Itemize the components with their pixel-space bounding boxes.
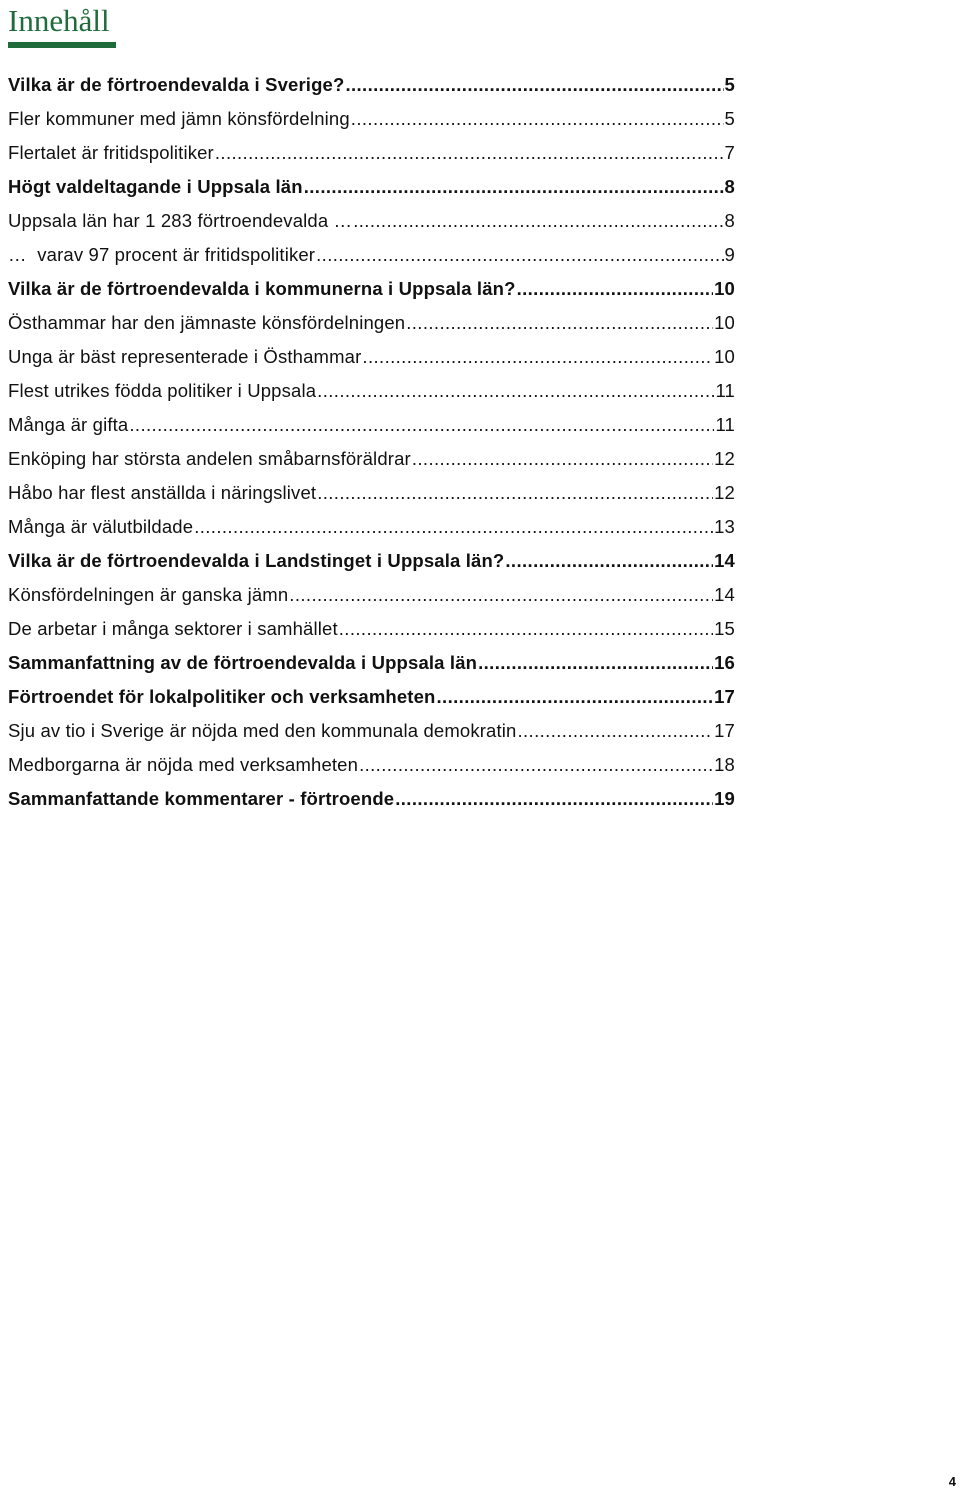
toc-entry[interactable] xyxy=(8,170,735,204)
toc-entry[interactable] xyxy=(8,102,735,136)
toc-entry-page: 18 xyxy=(714,754,735,775)
toc-entry[interactable] xyxy=(8,476,735,510)
toc-entry-label: Vilka är de förtroendevalda i Sverige? xyxy=(8,74,345,95)
toc-entry-label: Östhammar har den jämnaste könsfördelningen xyxy=(8,312,406,333)
toc-entry[interactable] xyxy=(8,646,735,680)
toc-entry[interactable] xyxy=(8,714,735,748)
toc-entry-page: 8 xyxy=(724,210,735,231)
toc-entry-page: 9 xyxy=(724,244,735,265)
toc-entry[interactable] xyxy=(8,306,735,340)
toc-entry-page: 17 xyxy=(714,720,735,741)
toc-entry-label: Många är välutbildade xyxy=(8,516,194,537)
toc-dot-leader xyxy=(517,714,713,748)
toc-entry-page: 11 xyxy=(715,414,735,435)
toc-entry-label: Håbo har flest anställda i näringslivet xyxy=(8,482,317,503)
toc-entry-page: 10 xyxy=(714,312,735,333)
toc-entry[interactable] xyxy=(8,204,735,238)
toc-entry-label: Könsfördelningen är ganska jämn xyxy=(8,584,289,605)
toc-entry-page: 19 xyxy=(714,788,735,809)
toc-entry[interactable] xyxy=(8,340,735,374)
toc-entry-label: Sammanfattning av de förtroendevalda i Uppsala län xyxy=(8,652,478,673)
toc-entry-page: 5 xyxy=(724,74,735,95)
toc-entry-page: 10 xyxy=(714,346,735,367)
toc-dot-leader xyxy=(359,748,713,782)
toc-entry-label: Vilka är de förtroendevalda i Landstinget i Uppsala län? xyxy=(8,550,505,571)
toc-entry-page: 11 xyxy=(715,380,735,401)
toc-dot-leader xyxy=(316,238,723,272)
page-title-block xyxy=(8,2,116,48)
toc-dot-leader xyxy=(317,374,714,408)
toc-entry-page: 7 xyxy=(724,142,735,163)
toc-entry[interactable] xyxy=(8,272,735,306)
toc-entry[interactable] xyxy=(8,680,735,714)
toc-entry-page: 14 xyxy=(714,584,735,605)
toc-entry[interactable] xyxy=(8,136,735,170)
toc-entry-label: Vilka är de förtroendevalda i kommunerna i Uppsala län? xyxy=(8,278,516,299)
toc-entry[interactable] xyxy=(8,612,735,646)
toc-dot-leader xyxy=(351,102,724,136)
toc-dot-leader xyxy=(215,136,724,170)
table-of-contents xyxy=(8,68,735,816)
toc-entry[interactable] xyxy=(8,578,735,612)
toc-dot-leader xyxy=(517,272,714,306)
toc-dot-leader xyxy=(194,510,713,544)
toc-dot-leader xyxy=(353,204,723,238)
toc-dot-leader xyxy=(478,646,713,680)
toc-dot-leader xyxy=(289,578,713,612)
toc-entry[interactable] xyxy=(8,544,735,578)
toc-entry-label: Uppsala län har 1 283 förtroendevalda … xyxy=(8,210,353,231)
page-title: Innehåll xyxy=(8,3,110,38)
toc-entry-page: 12 xyxy=(714,482,735,503)
toc-entry-page: 13 xyxy=(714,516,735,537)
toc-entry[interactable] xyxy=(8,748,735,782)
toc-entry-label: Förtroendet för lokalpolitiker och verksamheten xyxy=(8,686,436,707)
toc-entry-page: 8 xyxy=(724,176,735,197)
toc-entry-label: Sju av tio i Sverige är nöjda med den kommunala demokratin xyxy=(8,720,517,741)
toc-entry-label: Många är gifta xyxy=(8,414,129,435)
page-number: 4 xyxy=(948,1474,956,1489)
toc-dot-leader xyxy=(505,544,713,578)
toc-entry-page: 10 xyxy=(714,278,735,299)
toc-dot-leader xyxy=(437,680,714,714)
toc-entry-label: … varav 97 procent är fritidspolitiker xyxy=(8,244,316,265)
toc-entry-label: Enköping har största andelen småbarnsföräldrar xyxy=(8,448,411,469)
toc-entry-label: Flest utrikes födda politiker i Uppsala xyxy=(8,380,317,401)
toc-entry[interactable] xyxy=(8,510,735,544)
toc-dot-leader xyxy=(129,408,714,442)
toc-entry[interactable] xyxy=(8,238,735,272)
toc-dot-leader xyxy=(362,340,713,374)
toc-dot-leader xyxy=(304,170,724,204)
toc-entry-page: 17 xyxy=(714,686,735,707)
toc-dot-leader xyxy=(317,476,713,510)
title-underline xyxy=(8,42,116,48)
toc-entry[interactable] xyxy=(8,442,735,476)
toc-entry-label: Medborgarna är nöjda med verksamheten xyxy=(8,754,359,775)
toc-entry-page: 14 xyxy=(714,550,735,571)
toc-entry[interactable] xyxy=(8,68,735,102)
toc-dot-leader xyxy=(412,442,713,476)
toc-dot-leader xyxy=(339,612,713,646)
toc-entry-label: De arbetar i många sektorer i samhället xyxy=(8,618,338,639)
toc-entry-page: 12 xyxy=(714,448,735,469)
toc-entry[interactable] xyxy=(8,408,735,442)
toc-dot-leader xyxy=(345,68,723,102)
toc-entry-label: Sammanfattande kommentarer - förtroende xyxy=(8,788,395,809)
toc-entry[interactable] xyxy=(8,374,735,408)
toc-dot-leader xyxy=(395,782,713,816)
toc-entry-page: 15 xyxy=(714,618,735,639)
toc-entry[interactable] xyxy=(8,782,735,816)
toc-entry-label: Flertalet är fritidspolitiker xyxy=(8,142,214,163)
toc-entry-page: 16 xyxy=(714,652,735,673)
toc-entry-label: Högt valdeltagande i Uppsala län xyxy=(8,176,303,197)
toc-entry-label: Fler kommuner med jämn könsfördelning xyxy=(8,108,350,129)
toc-dot-leader xyxy=(406,306,713,340)
toc-entry-label: Unga är bäst representerade i Östhammar xyxy=(8,346,362,367)
toc-entry-page: 5 xyxy=(724,108,735,129)
